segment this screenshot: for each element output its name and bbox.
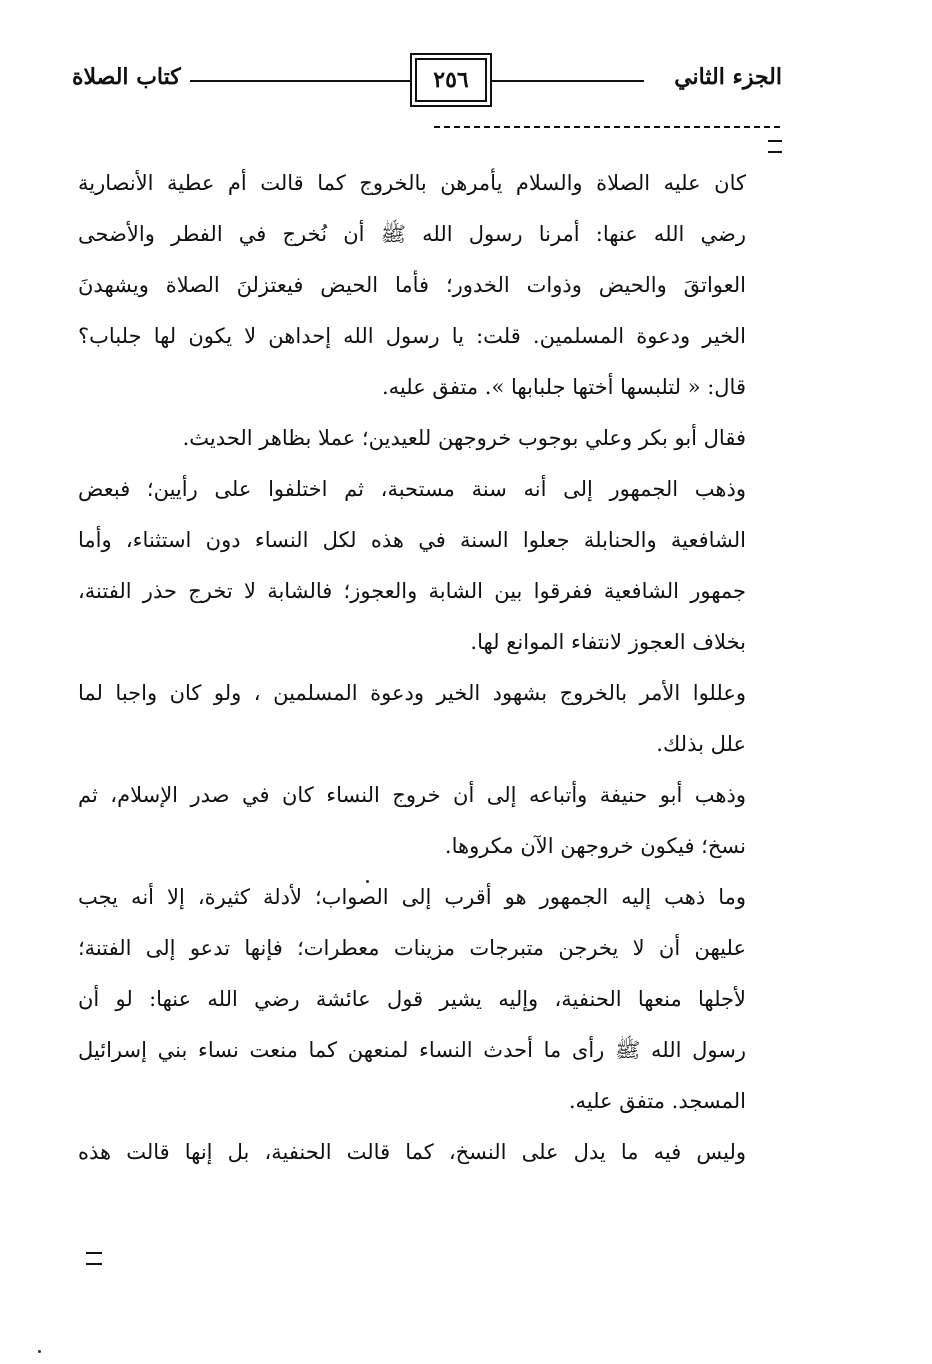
book-title: كتاب الصلاة [72, 64, 181, 90]
part-title: الجزء الثاني [674, 64, 782, 90]
text-line: وعللوا الأمر بالخروج بشهود الخير ودعوة المسلمين ، ولو كان واجبا لما [78, 681, 746, 705]
text-line: وذهب الجمهور إلى أنه سنة مستحبة، ثم اختلفوا على رأيين؛ فبعض [78, 477, 746, 501]
text-line: بخلاف العجوز لانتفاء الموانع لها. [470, 630, 746, 654]
text-line: عليهن أن لا يخرجن متبرجات مزينات معطرات؛ فإنها تدعو إلى الفتنة؛ [78, 936, 746, 960]
page-header [72, 52, 782, 112]
equals-sign-icon [768, 140, 782, 153]
scan-speck [38, 1350, 41, 1353]
continuation-mark-top [768, 140, 782, 153]
page-number: ٢٥٦ [415, 58, 487, 102]
body-text [78, 158, 746, 1178]
text-line: المسجد. متفق عليه. [568, 1089, 746, 1113]
text-line: كان عليه الصلاة والسلام يأمرهن بالخروج كما قالت أم عطية الأنصارية [78, 171, 746, 195]
text-line: العواتقَ والحيض وذوات الخدور؛ فأما الحيض فيعتزلنَ الصلاة ويشهدنَ [78, 273, 746, 297]
text-line: علل بذلك. [656, 732, 746, 756]
continuation-mark-bottom [86, 1252, 102, 1265]
text-line: الخير ودعوة المسلمين. قلت: يا رسول الله إحداهن لا يكون لها جلباب؟ [78, 324, 746, 348]
text-line: رسول الله ﷺ رأى ما أحدث النساء لمنعهن كما منعت نساء بني إسرائيل [78, 1038, 746, 1062]
text-line: الشافعية والحنابلة جعلوا السنة في هذه لكل النساء دون استثناء، وأما [78, 528, 746, 552]
text-line: وذهب أبو حنيفة وأتباعه إلى أن خروج النساء كان في صدر الإسلام، ثم [78, 783, 746, 807]
text-line: لأجلها منعها الحنفية، وإليه يشير قول عائشة رضي الله عنها: لو أن [78, 987, 746, 1011]
text-line: فقال أبو بكر وعلي بوجوب خروجهن للعيدين؛ عملا بظاهر الحديث. [182, 426, 746, 450]
text-line: وليس فيه ما يدل على النسخ، كما قالت الحنفية، بل إنها قالت هذه [78, 1140, 746, 1164]
scan-speck [366, 880, 369, 883]
text-line: وما ذهب إليه الجمهور هو أقرب إلى الصواب؛ لأدلة كثيرة، إلا أنه يجب [78, 885, 746, 909]
equals-sign-icon [86, 1252, 102, 1265]
header-dashed-rule [434, 126, 780, 128]
text-line: نسخ؛ فيكون خروجهن الآن مكروها. [444, 834, 746, 858]
text-line: قال: « لتلبسها أختها جلبابها ». متفق عليه. [381, 375, 746, 399]
text-line: جمهور الشافعية ففرقوا بين الشابة والعجوز؛ فالشابة لا تخرج حذر الفتنة، [78, 579, 746, 603]
header-rule-left [190, 80, 410, 82]
text-line: رضي الله عنها: أمرنا رسول الله ﷺ أن نُخرج في الفطر والأضحى [78, 222, 746, 246]
